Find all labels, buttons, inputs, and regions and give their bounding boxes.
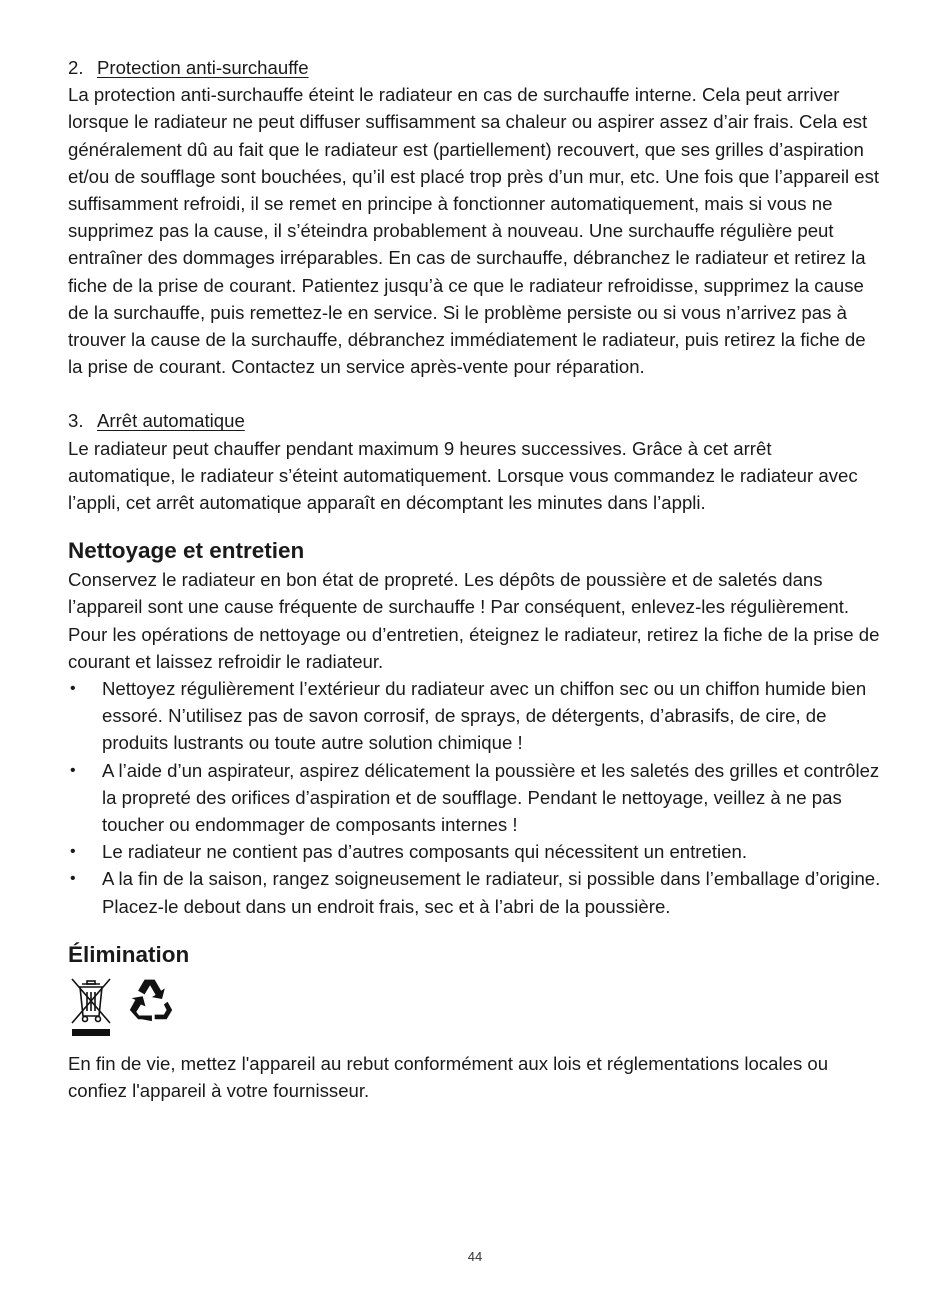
bullet-icon: • bbox=[70, 870, 76, 888]
cleaning-bullet-list bbox=[68, 675, 884, 920]
list-item bbox=[68, 838, 884, 865]
section-2-body: La protection anti-surchauffe éteint le radiateur en cas de surchauffe interne. Cela peut arriver lorsque le radiateur ne peut diffuser suffisamment sa chaleur ou aspirer assez d’air frais. Cela est généralement dû au fait que le radiateur est (partiellement) recouvert, que ses grilles d’aspiration et/ou de soufflage sont bouchées, qu’il est placé trop près d’un mur, etc. Une fois que l’appareil est suffisamment refroidi, il se remet en principe à fonctionner automatiquement, mais si vous ne supprimez pas la cause, il s’éteindra probablement à nouveau. Une surchauffe régulière peut entraîner des dommages irréparables. En cas de surchauffe, débranchez le radiateur et retirez la fiche de la prise de courant. Patientez jusqu’à ce que le radiateur refroidisse, supprimez la cause de la surchauffe, puis remettez-le en service. Si le problème persiste ou si vous n’arrivez pas à trouver la cause de la surchauffe, débranchez immédiatement le radiateur, puis retirez la fiche de la prise de courant. Contactez un service après-vente pour réparation. bbox=[68, 84, 880, 378]
section-3-body: Le radiateur peut chauffer pendant maximum 9 heures successives. Grâce à cet arrêt automatique, le radiateur s’éteint automatiquement. Lorsque vous commandez le radiateur avec l’appli, cet arrêt automatique apparaît en décomptant les minutes dans l’appli. bbox=[68, 437, 858, 514]
bullet-text: A l’aide d’un aspirateur, aspirez délicatement la poussière et les saletés des grilles et contrôlez la propreté des orifices d’aspiration et de soufflage. Pendant le nettoyage, veillez à ne pas toucher ou endommager de composants internes ! bbox=[102, 759, 880, 836]
document-page bbox=[68, 54, 884, 1104]
section-3-title: Arrêt automatique bbox=[97, 410, 245, 432]
bullet-text: A la fin de la saison, rangez soigneusement le radiateur, si possible dans l’emballage d’origine. Placez-le debout dans un endroit frais, sec et à l’abri de la poussière. bbox=[102, 868, 881, 917]
recycle-icon bbox=[128, 976, 174, 1022]
list-item bbox=[68, 757, 884, 839]
section-2-title: Protection anti-surchauffe bbox=[97, 57, 309, 78]
disposal-icons bbox=[68, 976, 884, 1038]
section-2-number: 2. bbox=[68, 57, 84, 78]
section-3-number: 3. bbox=[68, 410, 84, 432]
list-item bbox=[68, 675, 884, 757]
list-item bbox=[68, 865, 884, 919]
cleaning-intro: Conservez le radiateur en bon état de propreté. Les dépôts de poussière et de saletés dans l’appareil sont une cause fréquente de surchauffe ! Par conséquent, enlevez-les régulièrement. Pour les opérations de nettoyage ou d’entretien, éteignez le radiateur, retirez la fiche de la prise de courant et laissez refroidir le radiateur. bbox=[68, 569, 880, 672]
disposal-body: En fin de vie, mettez l'appareil au rebut conformément aux lois et réglementations locales ou confiez l'appareil à votre fournisseur. bbox=[68, 1052, 829, 1102]
section-2-heading bbox=[68, 54, 884, 81]
bullet-icon: • bbox=[70, 761, 76, 779]
page-number: 44 bbox=[467, 1249, 483, 1264]
crossed-out-wheelie-bin-icon bbox=[68, 976, 114, 1038]
bullet-icon: • bbox=[70, 843, 76, 861]
bullet-text: Nettoyez régulièrement l’extérieur du radiateur avec un chiffon sec ou un chiffon humide bien essoré. N’utilisez pas de savon corrosif, de sprays, de détergents, d’abrasifs, de cire, de produits lustrants ou toute autre solution chimique ! bbox=[102, 678, 867, 754]
cleaning-title: Nettoyage et entretien bbox=[68, 538, 305, 564]
bullet-text: Le radiateur ne contient pas d’autres composants qui nécessitent un entretien. bbox=[102, 841, 747, 863]
section-3-heading bbox=[68, 407, 884, 434]
disposal-title: Élimination bbox=[68, 941, 190, 967]
bullet-icon: • bbox=[70, 680, 76, 698]
